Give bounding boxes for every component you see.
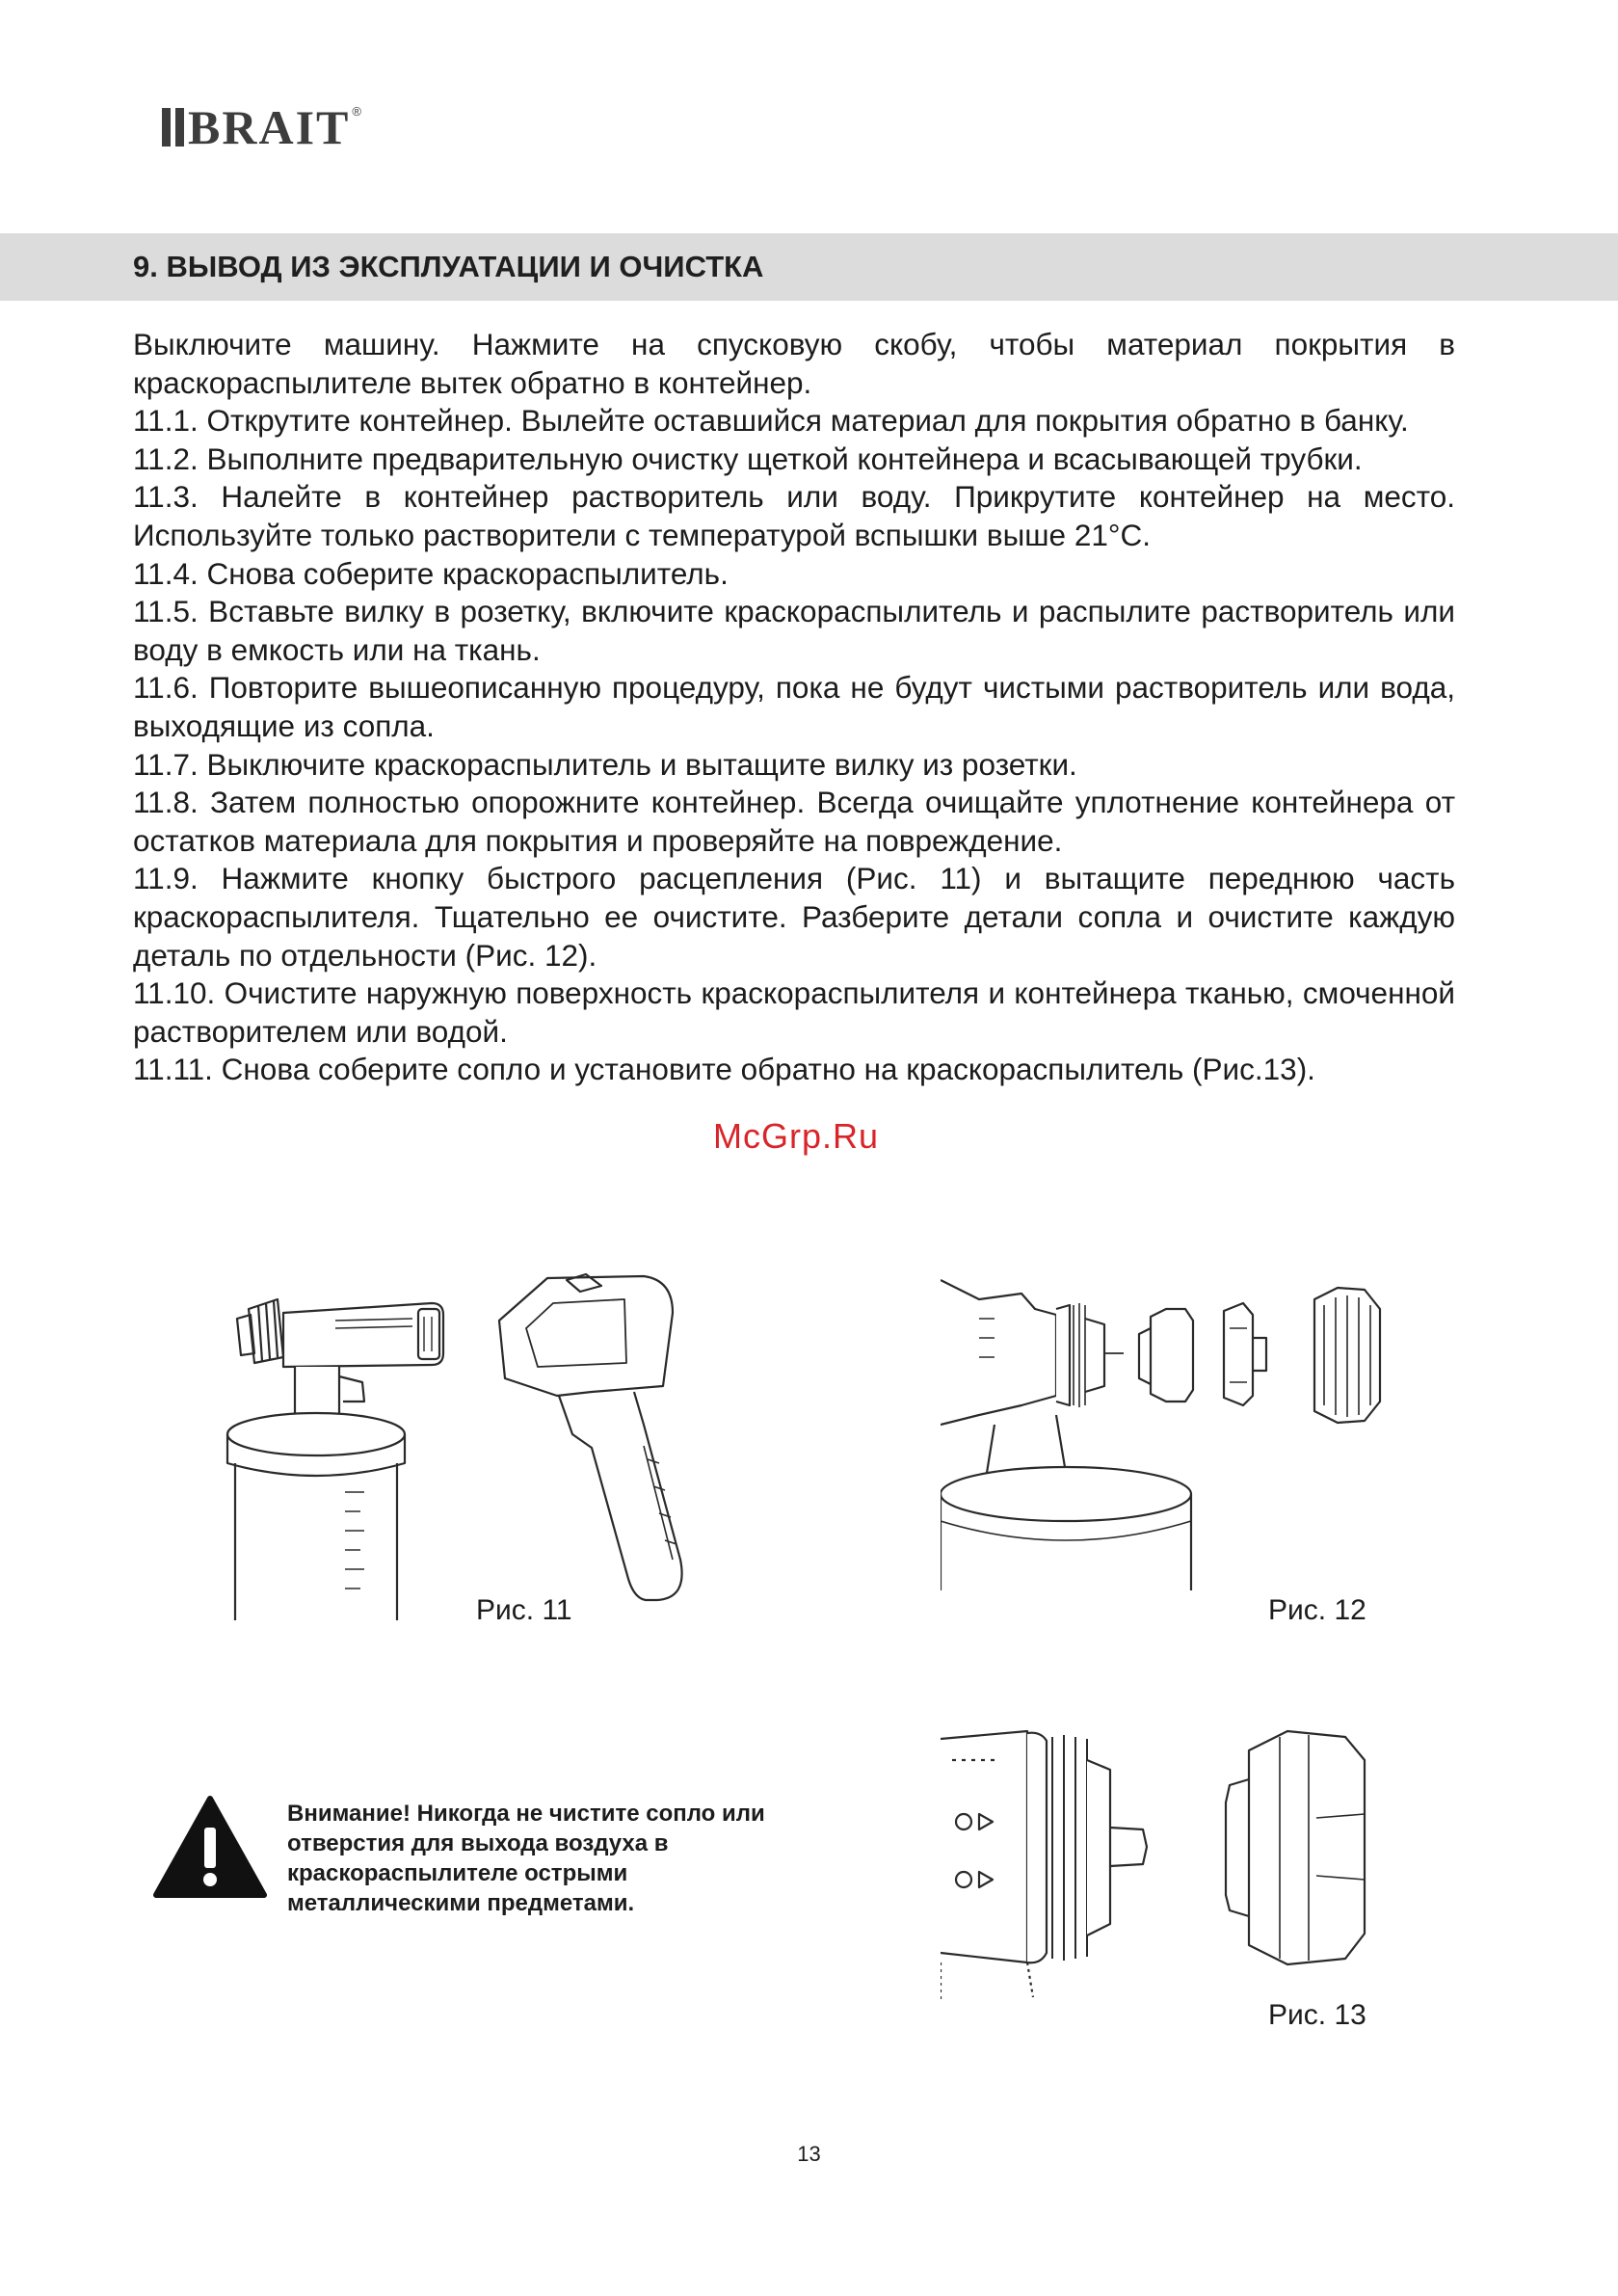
logo-mark-icon <box>162 108 184 147</box>
paragraph: 11.7. Выключите краскораспылитель и вытащите вилку из розетки. <box>133 746 1077 782</box>
paragraph: 11.10. Очистите наружную поверхность краскораспылителя и контейнера тканью, смоченной растворителем или водой. <box>133 975 1455 1049</box>
brand-logo <box>162 100 361 154</box>
paragraph: 11.1. Открутите контейнер. Вылейте оставшийся материал для покрытия обратно в банку. <box>133 403 1409 439</box>
section-title: 9. ВЫВОД ИЗ ЭКСПЛУАТАЦИИ И ОЧИСТКА <box>133 250 764 283</box>
warning-text: Внимание! Никогда не чистите сопло или отверстия для выхода воздуха в краскораспылителе острыми металлическими предметами. <box>287 1801 765 1916</box>
figure-12-caption: Рис. 12 <box>1268 1594 1366 1626</box>
paragraph: 11.11. Снова соберите сопло и установите обратно на краскораспылитель (Рис.13). <box>133 1052 1315 1087</box>
paragraph: 11.6. Повторите вышеописанную процедуру, пока не будут чистыми растворитель или вода, выходящие из сопла. <box>133 670 1455 743</box>
paragraph: Выключите машину. Нажмите на спусковую скобу, чтобы материал покрытия в краскораспылителе вытек обратно в контейнер. <box>133 327 1455 400</box>
figure-11-caption: Рис. 11 <box>476 1594 572 1626</box>
paragraph: 11.2. Выполните предварительную очистку щеткой контейнера и всасывающей трубки. <box>133 441 1363 476</box>
page-number: 13 <box>797 2142 821 2166</box>
paragraph: 11.3. Налейте в контейнер растворитель или воду. Прикрутите контейнер на место. Используйте только растворители с температурой вспышки выше 21°С. <box>133 479 1455 552</box>
logo-registered-mark: ® <box>352 104 361 119</box>
figure-13-illustration <box>941 1722 1422 2011</box>
paragraph: 11.4. Снова соберите краскораспылитель. <box>133 555 729 591</box>
figure-13-caption: Рис. 13 <box>1268 1999 1366 2031</box>
instructions-body <box>133 326 1455 1089</box>
paragraph: 11.8. Затем полностью опорожните контейнер. Всегда очищайте уплотнение контейнера от остатков материала для покрытия и проверяйте на повреждение. <box>133 785 1455 858</box>
figure-12-illustration <box>941 1270 1422 1598</box>
paragraph: 11.9. Нажмите кнопку быстрого расцепления (Рис. 11) и вытащите переднюю часть краскораспылителя. Тщательно ее очистите. Разберите детали сопла и очистите каждую деталь по отдельности (Рис. 12). <box>133 861 1455 973</box>
figure-11-illustration <box>220 1270 702 1627</box>
logo-text: BRAIT <box>188 100 351 154</box>
warning-triangle-icon <box>152 1795 268 1899</box>
section-header-bar <box>0 233 1618 301</box>
watermark: McGrp.Ru <box>713 1116 880 1156</box>
paragraph: 11.5. Вставьте вилку в розетку, включите краскораспылитель и распылите растворитель или воду в емкость или на ткань. <box>133 594 1455 667</box>
